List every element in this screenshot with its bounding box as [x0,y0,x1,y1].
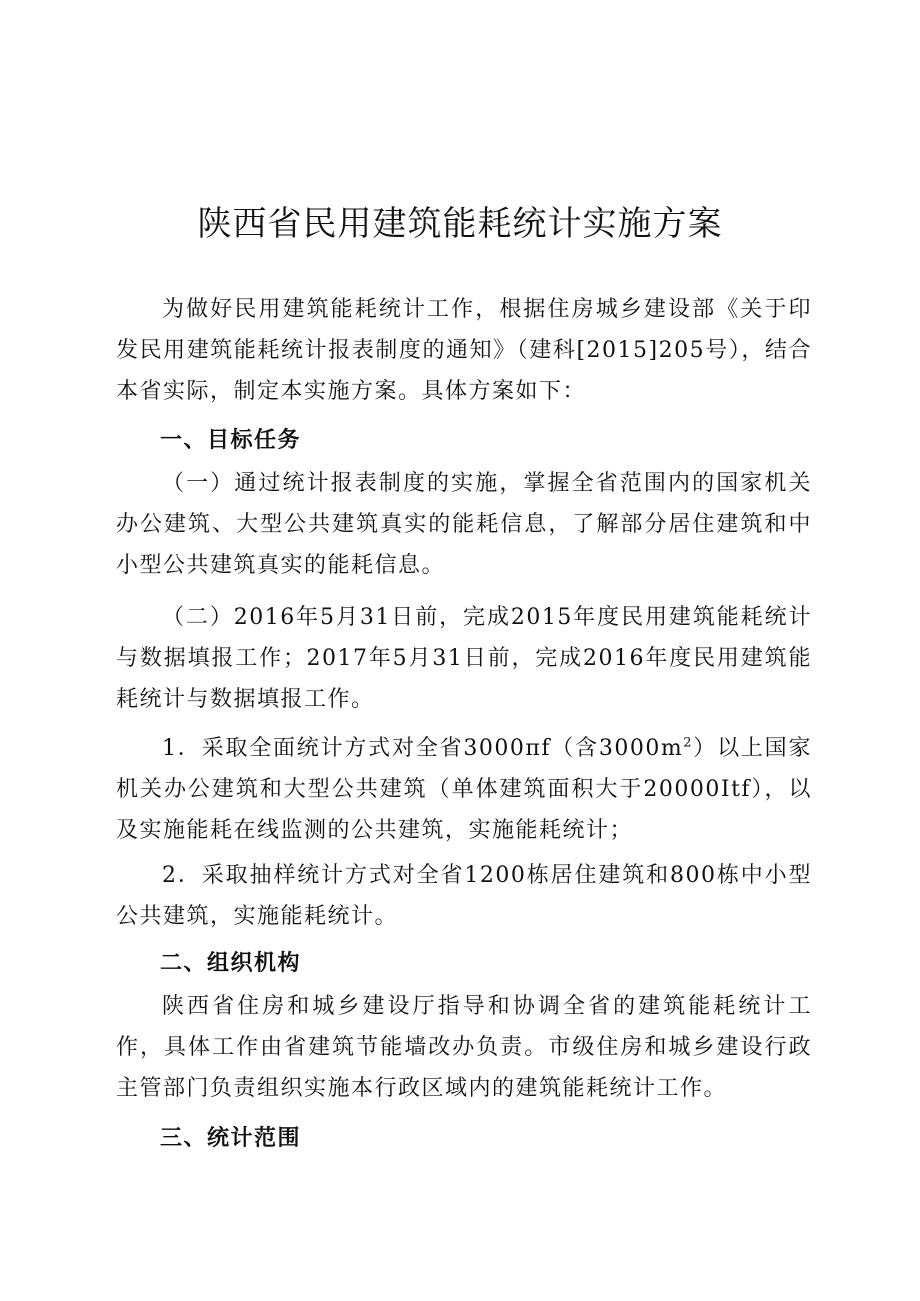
goal-subitem-2: 2．采取抽样统计方式对全省1200栋居住建筑和800栋中小型公共建筑，实施能耗统计。 [116,863,812,929]
section-heading-organization: 二、组织机构 [160,950,302,976]
section-heading-scope: 三、统计范围 [160,1125,302,1151]
goal-subitem-1 [116,728,812,851]
section-heading-goals: 一、目标任务 [160,427,302,453]
document-title: 陕西省民用建筑能耗统计实施方案 [197,204,723,244]
organization-paragraph: 陕西省住房和城乡建设厅指导和协调全省的建筑能耗统计工作，具体工作由省建筑节能墙改办负责。市级住房和城乡建设行政主管部门负责组织实施本行政区域内的建筑能耗统计工作。 [116,994,812,1101]
subitem-1-text-b: ）以上国家机关办公建筑和大型公共建筑（单体建筑面积大于20000Itf），以及实施能耗在线监测的公共建筑，实施能耗统计； [116,736,812,843]
intro-paragraph: 为做好民用建筑能耗统计工作，根据住房城乡建设部《关于印发民用建筑能耗统计报表制度的通知》（建科[2015]205号），结合本省实际，制定本实施方案。具体方案如下： [116,297,812,404]
goal-item-2: （二）2016年5月31日前，完成2015年度民用建筑能耗统计与数据填报工作；2017年5月31日前，完成2016年度民用建筑能耗统计与数据填报工作。 [116,605,812,712]
area-unit-superscript: 2 [683,735,693,751]
goal-item-1: （一）通过统计报表制度的实施，掌握全省范围内的国家机关办公建筑、大型公共建筑真实的能耗信息，了解部分居住建筑和中小型公共建筑真实的能耗信息。 [116,471,812,578]
subitem-1-text-a: 1．采取全面统计方式对全省3000πf（含3000m [162,736,684,761]
